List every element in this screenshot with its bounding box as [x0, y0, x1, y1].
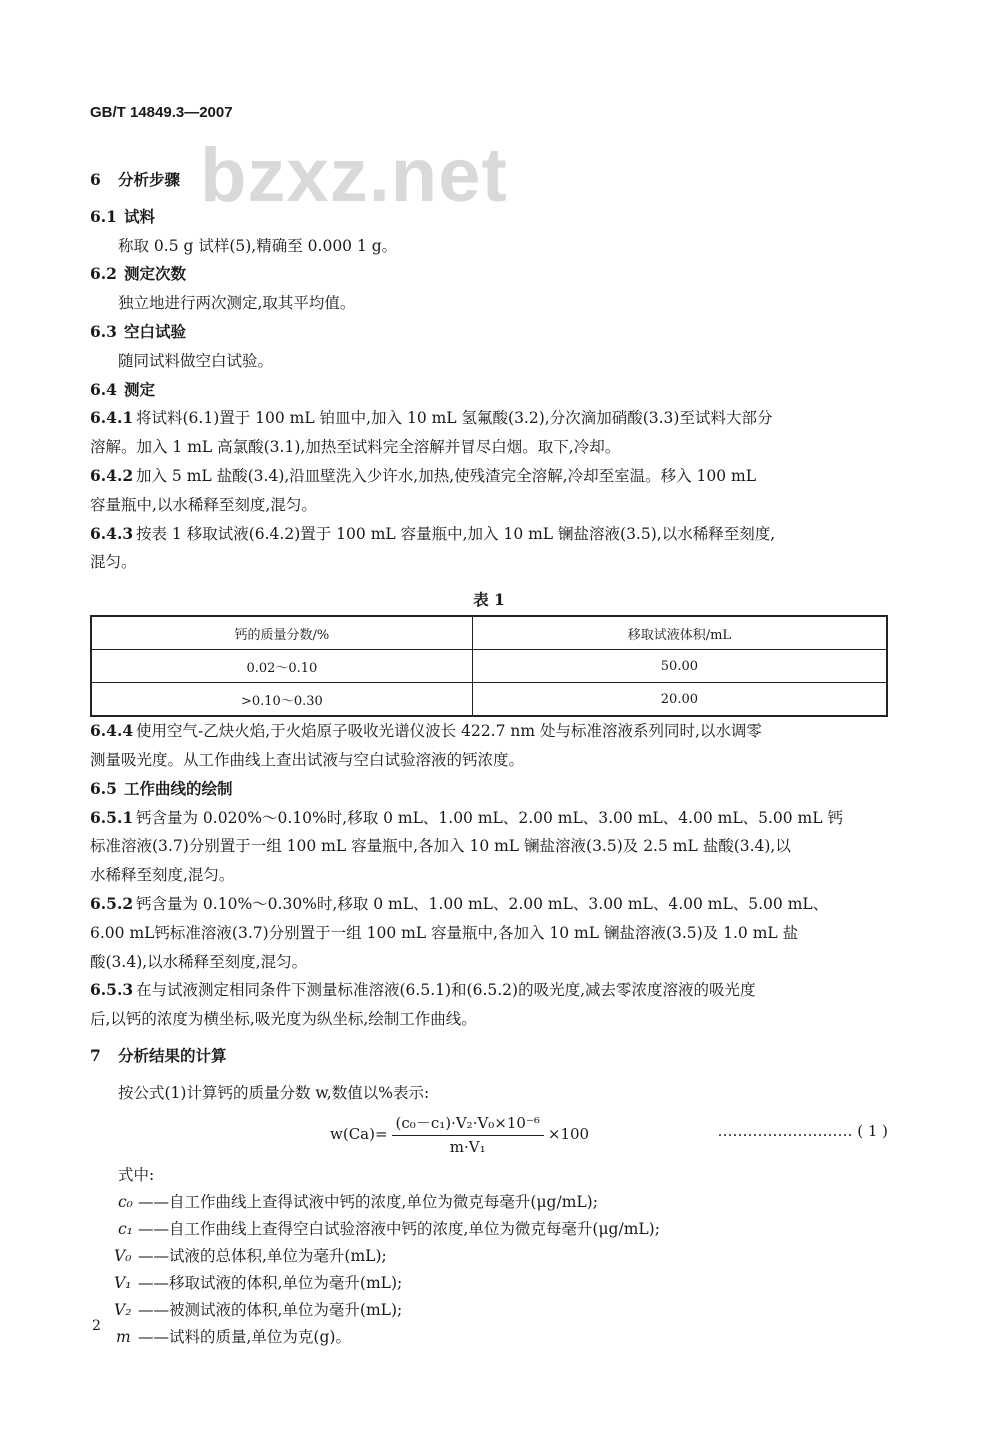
clause-6-5-2-line2: 6.00 mL钙标准溶液(3.7)分别置于一组 100 mL 容量瓶中,各加入 10 mL 镧盐溶液(3.5)及 1.0 mL 盐 [90, 923, 799, 942]
section-6-5-heading [90, 775, 888, 804]
variable-symbol: V₂ [114, 1300, 132, 1319]
table-header-cell: 移取试液体积/mL [472, 616, 887, 650]
section-title: 分析步骤 [118, 170, 181, 189]
formula-denominator: m·V₁ [449, 1137, 486, 1156]
clause-6-4-2-line1 [90, 462, 888, 491]
clause-6-5-3-line1 [90, 976, 888, 1005]
table-row [91, 650, 887, 683]
section-number: 6 [90, 170, 101, 189]
variable-desc: ——自工作曲线上查得试液中钙的浓度,单位为微克每毫升(μg/mL); [138, 1192, 598, 1211]
variable-desc: ——试液的总体积,单位为毫升(mL); [138, 1246, 387, 1265]
clause-text: 在与试液测定相同条件下测量标准溶液(6.5.1)和(6.5.2)的吸光度,减去零浓度溶液的吸光度 [136, 981, 756, 1000]
variable-desc: ——试料的质量,单位为克(g)。 [138, 1327, 351, 1346]
table-cell: >0.10～0.30 [91, 683, 472, 717]
section-number: 6.2 [90, 264, 117, 284]
section-number: 6.1 [90, 206, 117, 226]
calc-intro: 按公式(1)计算钙的质量分数 w,数值以%表示: [118, 1083, 430, 1102]
clause-6-5-1-line1 [90, 804, 888, 833]
variable-symbol: V₁ [114, 1273, 132, 1292]
variable-m [90, 1324, 888, 1351]
paragraph: 随同试料做空白试验。 [118, 351, 274, 370]
section-6-2-heading [90, 260, 888, 289]
variable-v1 [90, 1270, 888, 1297]
clause-6-5-1-line2: 标准溶液(3.7)分别置于一组 100 mL 容量瓶中,各加入 10 mL 镧盐溶液(3.5)及 2.5 mL 盐酸(3.4),以 [90, 837, 791, 856]
clause-text: 使用空气-乙炔火焰,于火焰原子吸收光谱仪波长 422.7 nm 处与标准溶液系列同时,以水调零 [136, 722, 762, 741]
clause-number: 6.4.4 [90, 721, 134, 741]
section-6-heading [90, 166, 888, 195]
clause-6-4-3-line1 [90, 520, 888, 549]
paragraph: 称取 0.5 g 试样(5),精确至 0.000 1 g。 [118, 236, 398, 255]
equation-number: ……………………… ( 1 ) [717, 1121, 888, 1140]
variable-v2 [90, 1297, 888, 1324]
table-cell: 0.02～0.10 [91, 650, 472, 683]
clause-number: 6.5.2 [90, 893, 134, 913]
section-title: 测定 [124, 379, 156, 399]
clause-6-5-2-line1 [90, 890, 888, 919]
variable-symbol: V₀ [114, 1246, 132, 1265]
section-6-4-heading [90, 376, 888, 405]
clause-number: 6.4.1 [90, 408, 134, 428]
clause-6-4-4-line2: 测量吸光度。从工作曲线上查出试液与空白试验溶液的钙浓度。 [90, 750, 525, 769]
table-header-cell: 钙的质量分数/% [91, 616, 472, 650]
clause-6-4-1-line2: 溶解。加入 1 mL 高氯酸(3.1),加热至试料完全溶解并冒尽白烟。取下,冷却。 [90, 438, 621, 457]
table-header-row [91, 616, 887, 650]
clause-text: 将试料(6.1)置于 100 mL 铂皿中,加入 10 mL 氢氟酸(3.2),分次滴加硝酸(3.3)至试料大部分 [136, 409, 773, 428]
section-number: 6.3 [90, 321, 117, 341]
clause-6-5-2-line3: 酸(3.4),以水稀释至刻度,混匀。 [90, 952, 308, 971]
formula-fraction [392, 1112, 544, 1156]
clause-text: 钙含量为 0.10%～0.30%时,移取 0 mL、1.00 mL、2.00 mL、3.00 mL、4.00 mL、5.00 mL、 [136, 894, 829, 913]
variable-c0 [90, 1189, 888, 1216]
document-body [90, 166, 888, 1351]
table-cell: 20.00 [472, 683, 887, 717]
variable-v0 [90, 1243, 888, 1270]
variable-c1 [90, 1216, 888, 1243]
variable-symbol: c₀ [118, 1192, 133, 1211]
variable-desc: ——被测试液的体积,单位为毫升(mL); [138, 1300, 403, 1319]
formula-tail: ×100 [547, 1124, 590, 1143]
formula-lhs: w(Ca)= [330, 1124, 388, 1143]
watermark: bzxz.net [200, 133, 508, 218]
variable-desc: ——移取试液的体积,单位为毫升(mL); [138, 1273, 403, 1292]
clause-text: 钙含量为 0.020%～0.10%时,移取 0 mL、1.00 mL、2.00 mL、3.00 mL、4.00 mL、5.00 mL 钙 [136, 808, 843, 827]
table-row [91, 683, 887, 717]
clause-6-4-2-line2: 容量瓶中,以水稀释至刻度,混匀。 [90, 495, 317, 514]
formula-expression [330, 1112, 589, 1156]
section-number: 6.5 [90, 778, 117, 798]
clause-6-4-3-line2: 混匀。 [90, 553, 137, 572]
section-number: 6.4 [90, 379, 117, 399]
table-caption: 表 1 [473, 590, 505, 610]
formula-1 [90, 1108, 888, 1162]
page-number: 2 [92, 1318, 101, 1334]
clause-6-5-3-line2: 后,以钙的浓度为横坐标,吸光度为纵坐标,绘制工作曲线。 [90, 1010, 477, 1029]
clause-number: 6.5.3 [90, 980, 134, 1000]
paragraph: 独立地进行两次测定,取其平均值。 [118, 294, 356, 313]
variable-symbol: m [116, 1327, 131, 1346]
section-number: 7 [90, 1045, 101, 1065]
clause-6-5-1-line3: 水稀释至刻度,混匀。 [90, 866, 235, 885]
clause-text: 按表 1 移取试液(6.4.2)置于 100 mL 容量瓶中,加入 10 mL 镧盐溶液(3.5),以水稀释至刻度, [136, 524, 776, 543]
clause-6-4-4-line1 [90, 717, 888, 746]
standard-code: GB/T 14849.3—2007 [90, 104, 233, 121]
variable-symbol: c₁ [118, 1219, 133, 1238]
clause-text: 加入 5 mL 盐酸(3.4),沿皿壁洗入少许水,加热,使残渣完全溶解,冷却至室温。移入 100 mL [136, 466, 757, 485]
section-6-3-heading [90, 318, 888, 347]
section-title: 分析结果的计算 [118, 1045, 227, 1065]
section-6-1-heading [90, 203, 888, 232]
clause-number: 6.4.3 [90, 523, 134, 543]
clause-number: 6.4.2 [90, 465, 134, 485]
section-title: 测定次数 [124, 264, 187, 284]
clause-6-4-1-line1 [90, 404, 888, 433]
formula-numerator: (c₀－c₁)·V₂·V₀×10⁻⁶ [392, 1112, 544, 1136]
section-7-heading [90, 1042, 888, 1071]
section-title: 试料 [124, 206, 156, 226]
section-title: 空白试验 [124, 321, 187, 341]
table-1 [90, 615, 888, 717]
table-cell: 50.00 [472, 650, 887, 683]
variable-desc: ——自工作曲线上查得空白试验溶液中钙的浓度,单位为微克每毫升(μg/mL); [138, 1219, 660, 1238]
section-title: 工作曲线的绘制 [124, 778, 233, 798]
clause-number: 6.5.1 [90, 807, 134, 827]
where-label: 式中: [118, 1165, 155, 1184]
